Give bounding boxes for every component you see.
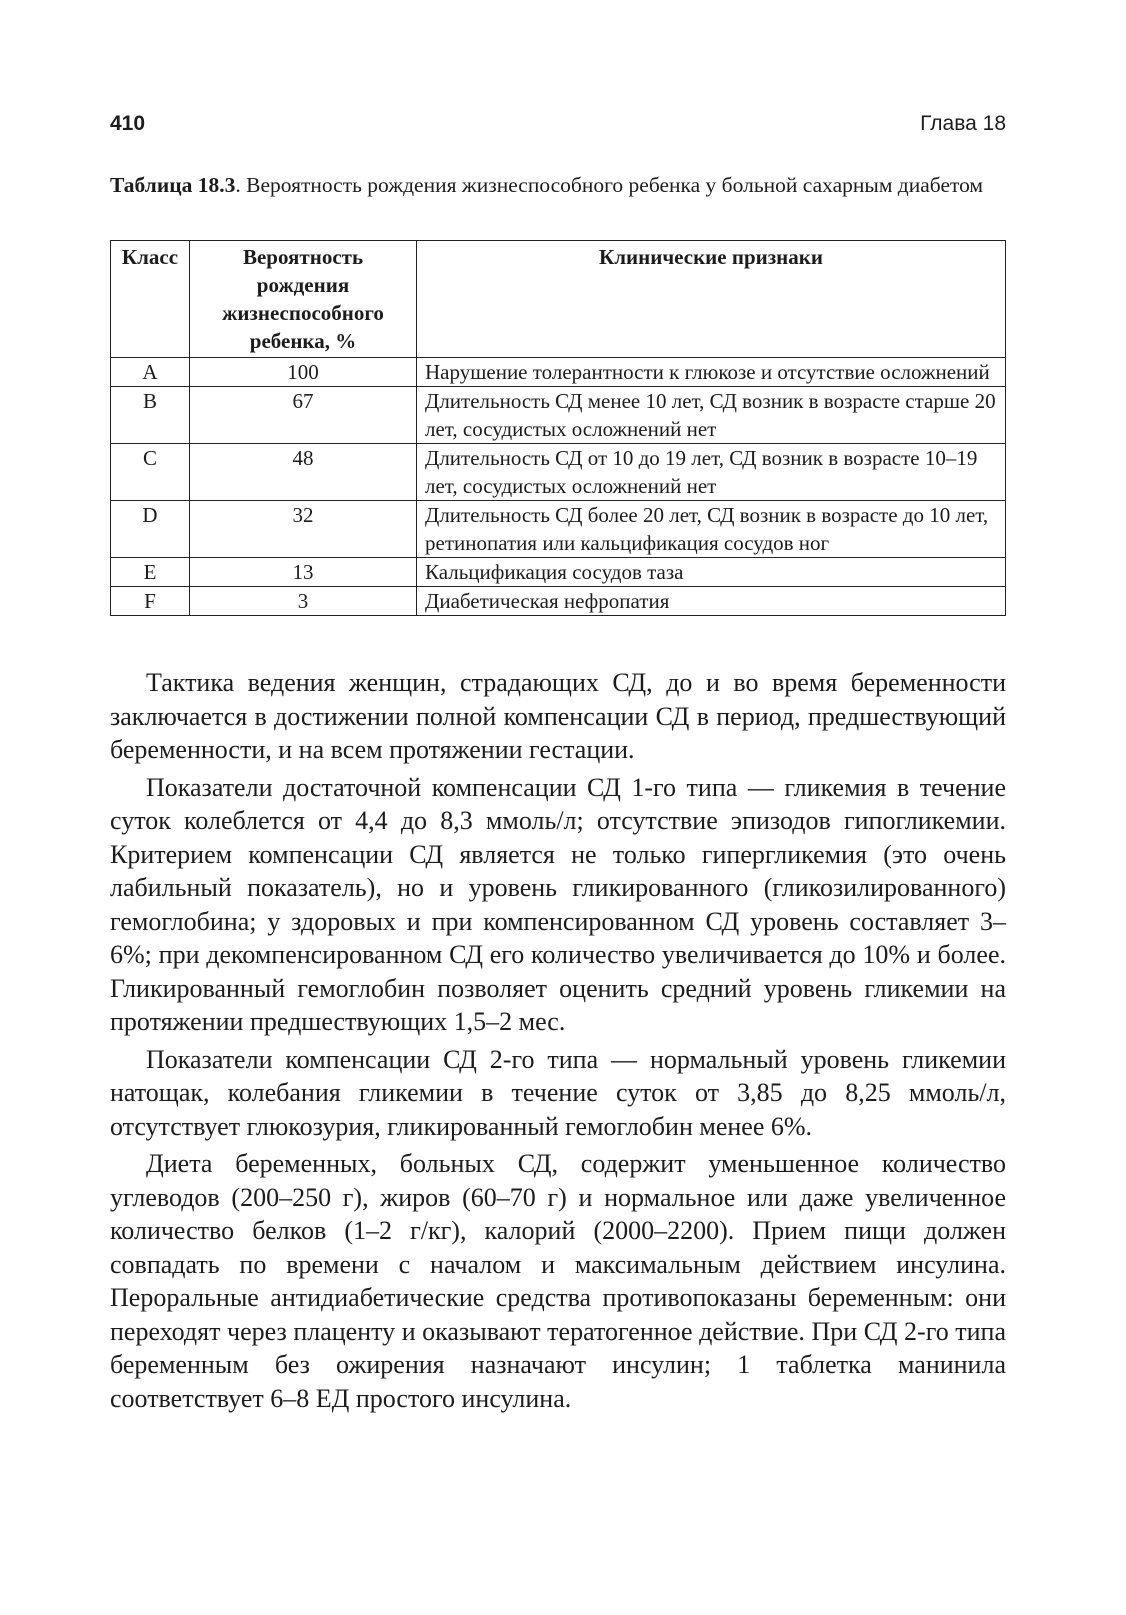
column-header-class: Класс [111,241,190,358]
table-header-row [111,241,1006,358]
cell-signs: Длительность СД менее 10 лет, СД возник в возрасте старше 20 лет, сосудистых осложнений нет [417,387,1006,444]
cell-probability: 100 [190,358,417,387]
cell-probability: 32 [190,501,417,558]
table-caption [110,172,1006,199]
cell-signs: Кальцификация сосудов таза [417,558,1006,587]
body-text [110,666,1006,1419]
probability-table [110,240,1006,616]
table-row [111,387,1006,444]
cell-class: A [111,358,190,387]
table-row [111,358,1006,387]
column-header-signs: Клинические признаки [417,241,1006,358]
paragraph: Показатели компенсации СД 2-го типа — нормальный уровень гликемии натощак, колебания гликемии в течение суток от 3,85 до 8,25 ммоль/л, отсутствует глюкозурия, гликированный гемоглобин менее 6%. [110,1044,1006,1141]
paragraph: Показатели достаточной компенсации СД 1-го типа — гликемия в течение суток колеблется от 4,4 до 8,3 ммоль/л; отсутствие эпизодов гипогликемии. Критерием компенсации СД является не только гипергликемия (это очень лабильный показатель), но и уровень гликированного (гликозилированного) гемоглобина; у здоровых и при компенсированном СД уровень составляет 3–6%; при декомпенсированном СД его количество увеличивается до 10% и более. Гликированный гемоглобин позволяет оценить средний уровень гликемии на протяжении предшествующих 1,5–2 мес. [110,772,1006,1036]
column-header-probability: Вероятность рождения жизнеспособного ребенка, % [190,241,417,358]
cell-class: B [111,387,190,444]
cell-signs: Диабетическая нефропатия [417,587,1006,616]
paragraph: Тактика ведения женщин, страдающих СД, до и во время беременности заключается в достижении полной компенсации СД в период, предшествующий беременности, и на всем протяжении гестации. [110,668,1006,764]
cell-probability: 67 [190,387,417,444]
cell-probability: 13 [190,558,417,587]
cell-probability: 48 [190,444,417,501]
chapter-title: Глава 18 [920,112,1006,135]
table-row [111,558,1006,587]
cell-probability: 3 [190,587,417,616]
cell-class: F [111,587,190,616]
cell-class: C [111,444,190,501]
table-caption-label: Таблица 18.3 [110,173,236,197]
paragraph: Диета беременных, больных СД, содержит уменьшенное количество углеводов (200–250 г), жиров (60–70 г) и нормальное или даже увеличенное количество белков (1–2 г/кг), калорий (2000–2200). Прием пищи должен совпадать по времени с началом и максимальным действием инсулина. Пероральные антидиабетические средства противопоказаны беременным: они переходят через плаценту и оказывают тератогенное действие. При СД 2-го типа беременным без ожирения назначают инсулин; 1 таблетка манинила соответствует 6–8 ЕД простого инсулина. [110,1149,1006,1413]
table-row [111,501,1006,558]
table-caption-text: . Вероятность рождения жизнеспособного ребенка у больной сахарным диабетом [235,173,984,197]
cell-signs: Длительность СД более 20 лет, СД возник в возрасте до 10 лет, ретинопатия или кальцификация сосудов ног [417,501,1006,558]
page-number: 410 [110,112,146,135]
page-header [110,112,1006,142]
table-row [111,587,1006,616]
cell-signs: Нарушение толерантности к глюкозе и отсутствие осложнений [417,358,1006,387]
cell-signs: Длительность СД от 10 до 19 лет, СД возник в возрасте 10–19 лет, сосудистых осложнений нет [417,444,1006,501]
cell-class: E [111,558,190,587]
cell-class: D [111,501,190,558]
table-row [111,444,1006,501]
